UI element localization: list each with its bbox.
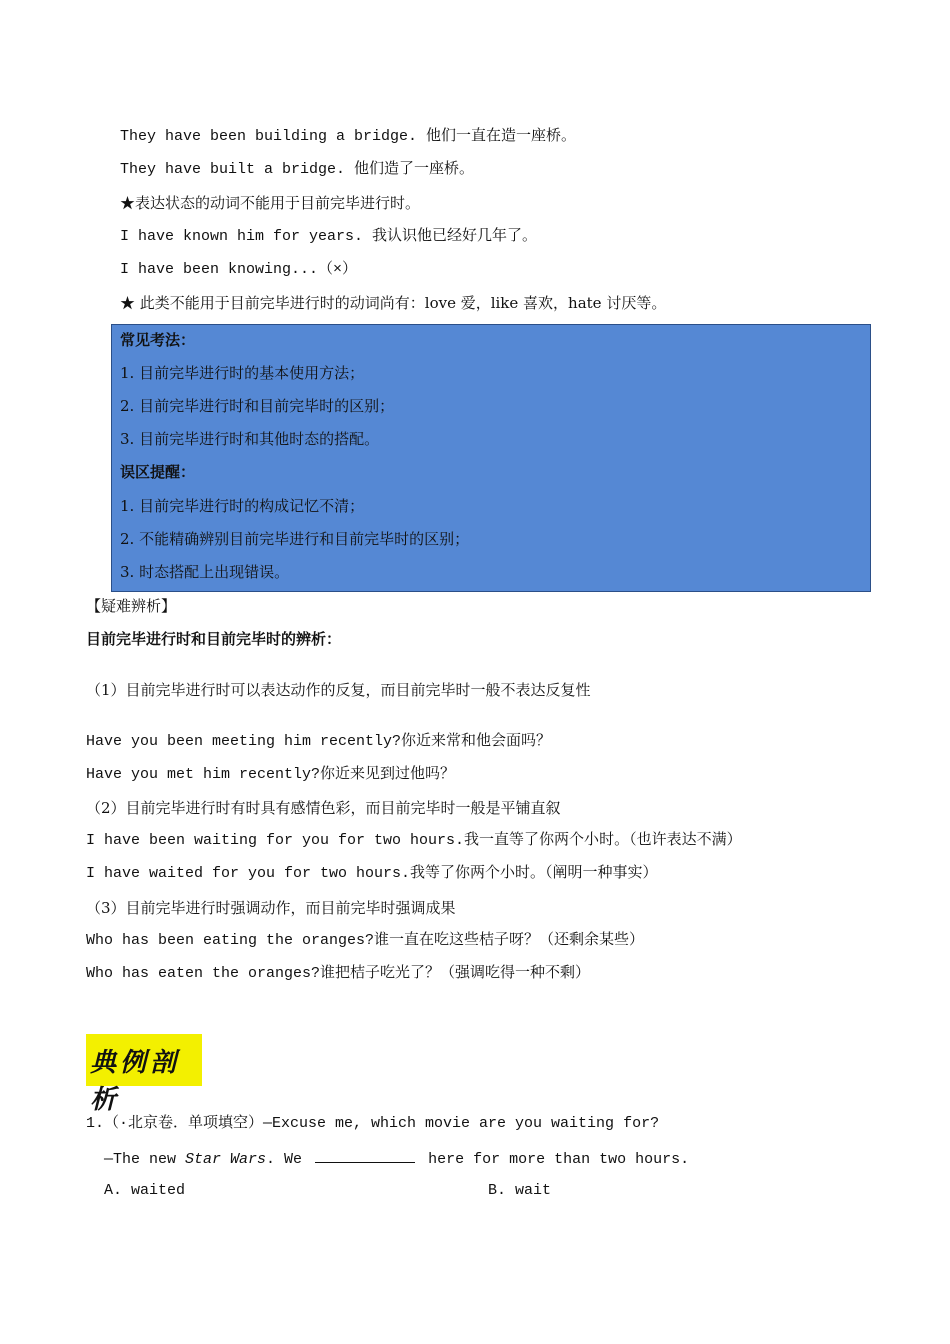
box-item: 1. 目前完毕进行时的构成记忆不清；: [120, 497, 365, 515]
box-item: 2. 不能精确辨别目前完毕进行和目前完毕时的区别；: [120, 530, 470, 548]
note-line: ★表达状态的动词不能用于目前完毕进行时。: [120, 194, 421, 212]
analysis-example: Have you been meeting him recently?你近来常和他会面吗？: [86, 733, 552, 750]
box-item: 3. 目前完毕进行时和其他时态的搭配。: [120, 430, 380, 448]
analysis-point: （2）目前完毕进行时有时具有感情色彩，而目前完毕时一般是平铺直叙: [86, 799, 561, 817]
analysis-example: I have been waiting for you for two hours.我一直等了你两个小时。（也许表达不满）: [86, 832, 742, 849]
question-answer-line: [104, 1148, 689, 1170]
exam-tips-box: [111, 324, 871, 592]
box-item: 3. 时态搭配上出现错误。: [120, 563, 290, 581]
analysis-point: （3）目前完毕进行时强调动作，而目前完毕时强调成果: [86, 899, 456, 917]
answer-prefix: —The new: [104, 1151, 177, 1168]
analysis-example: Have you met him recently?你近来见到过他吗？: [86, 766, 456, 783]
answer-blank: [315, 1148, 415, 1163]
typical-examples-badge: [86, 1034, 202, 1115]
box-heading-common: 常见考法：: [120, 331, 196, 349]
example-line: I have been knowing...（×）: [120, 261, 358, 278]
answer-title: Star Wars: [185, 1151, 267, 1168]
option-a: A. waited: [104, 1182, 186, 1199]
section-title: 目前完毕进行时和目前完毕时的辨析：: [86, 630, 342, 648]
question-stem: 1.（·北京卷．单项填空）—Excuse me, which movie are you waiting for?: [86, 1115, 660, 1132]
answer-suffix: here for more than two hours.: [428, 1151, 690, 1168]
section-tag: 【疑难辨析】: [86, 597, 177, 615]
box-heading-mistakes: 误区提醒：: [120, 463, 196, 481]
analysis-point: （1）目前完毕进行时可以表达动作的反复，而目前完毕时一般不表达反复性: [86, 681, 591, 699]
example-line: They have been building a bridge. 他们一直在造一座桥。: [120, 128, 577, 145]
box-item: 2. 目前完毕进行时和目前完毕时的区别；: [120, 397, 395, 415]
example-line: They have built a bridge. 他们造了一座桥。: [120, 161, 475, 178]
box-item: 1. 目前完毕进行时的基本使用方法；: [120, 364, 365, 382]
note-line: ★ 此类不能用于目前完毕进行时的动词尚有：love 爱，like 喜欢，hate 讨厌等。: [120, 294, 667, 312]
example-line: I have known him for years. 我认识他已经好几年了。: [120, 228, 538, 245]
badge-label: 典例剖析: [90, 1048, 181, 1115]
analysis-example: Who has been eating the oranges?谁一直在吃这些桔子呀？（还剩余某些）: [86, 932, 645, 949]
option-b: B. wait: [488, 1182, 552, 1199]
answer-mid: . We: [266, 1151, 303, 1168]
analysis-example: I have waited for you for two hours.我等了你两个小时。（阐明一种事实）: [86, 865, 658, 882]
analysis-example: Who has eaten the oranges?谁把桔子吃光了？（强调吃得一种不剩）: [86, 965, 591, 982]
